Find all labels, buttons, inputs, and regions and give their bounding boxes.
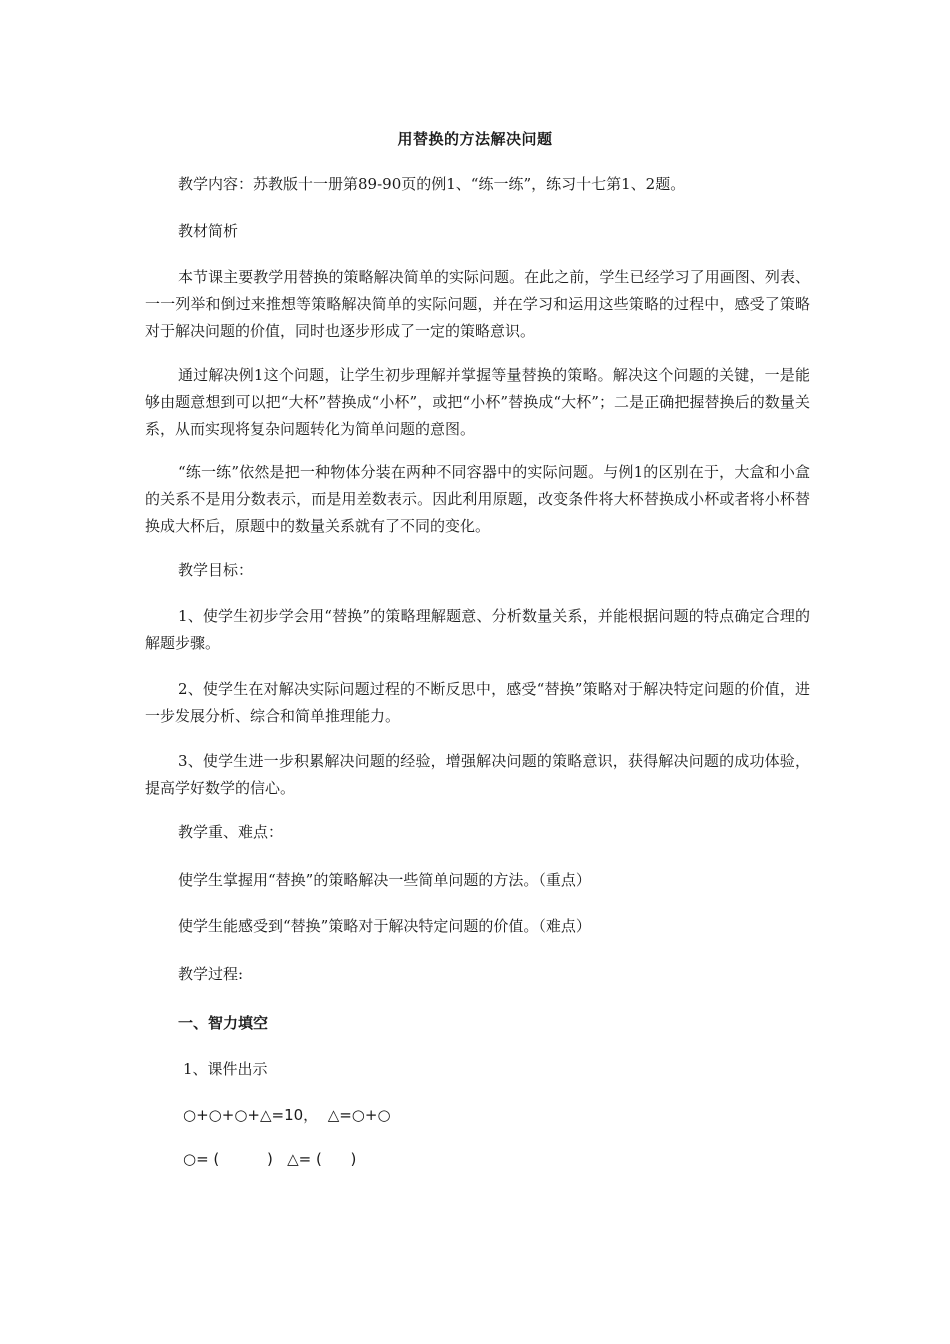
key-point: 使学生掌握用“替换”的策略解决一些简单问题的方法。（重点） <box>178 871 591 889</box>
analysis-paragraph-3: “练一练”依然是把一种物体分装在两种不同容器中的实际问题。与例1的区别在于，大盒和小盒的关系不是用分数表示，而是用差数表示。因此利用原题，改变条件将大杯替换成小杯或者将小杯替换成大杯后，原题中的数量关系就有了不同的变化。 <box>145 463 810 535</box>
difficult-point: 使学生能感受到“替换”策略对于解决特定问题的价值。（难点） <box>178 917 591 935</box>
analysis-heading: 教材简析 <box>178 222 239 240</box>
step-1: 1、课件出示 <box>183 1060 268 1078</box>
process-heading: 教学过程: <box>178 965 244 983</box>
equation-2: ○= ( ) △= ( ) <box>183 1150 357 1168</box>
analysis-paragraph-1: 本节课主要教学用替换的策略解决简单的实际问题。在此之前，学生已经学习了用画图、列表、一一列举和倒过来推想等策略解决简单的实际问题，并在学习和运用这些策略的过程中，感受了策略对于解决问题的价值，同时也逐步形成了一定的策略意识。 <box>145 268 810 340</box>
goals-heading: 教学目标： <box>178 561 254 579</box>
goal-1: 1、使学生初步学会用“替换”的策略理解题意、分析数量关系，并能根据问题的特点确定合理的解题步骤。 <box>145 607 810 652</box>
goal-2: 2、使学生在对解决实际问题过程的不断反思中，感受“替换”策略对于解决特定问题的价值，进一步发展分析、综合和简单推理能力。 <box>145 680 810 725</box>
teaching-content: 教学内容：苏教版十一册第89-90页的例1、“练一练”，练习十七第1、2题。 <box>178 175 686 193</box>
goal-3: 3、使学生进一步积累解决问题的经验，增强解决问题的策略意识，获得解决问题的成功体验，提高学好数学的信心。 <box>145 752 810 797</box>
analysis-paragraph-2: 通过解决例1这个问题，让学生初步理解并掌握等量替换的策略。解决这个问题的关键，一是能够由题意想到可以把“大杯”替换成“小杯”，或把“小杯”替换成“大杯”；二是正确把握替换后的数量关系，从而实现将复杂问题转化为简单问题的意图。 <box>145 366 810 438</box>
section-1-heading: 一、智力填空 <box>178 1014 269 1032</box>
document-title: 用替换的方法解决问题 <box>397 130 553 148</box>
key-heading: 教学重、难点： <box>178 823 284 841</box>
equation-1: ○+○+○+△=10， △=○+○ <box>183 1106 391 1124</box>
